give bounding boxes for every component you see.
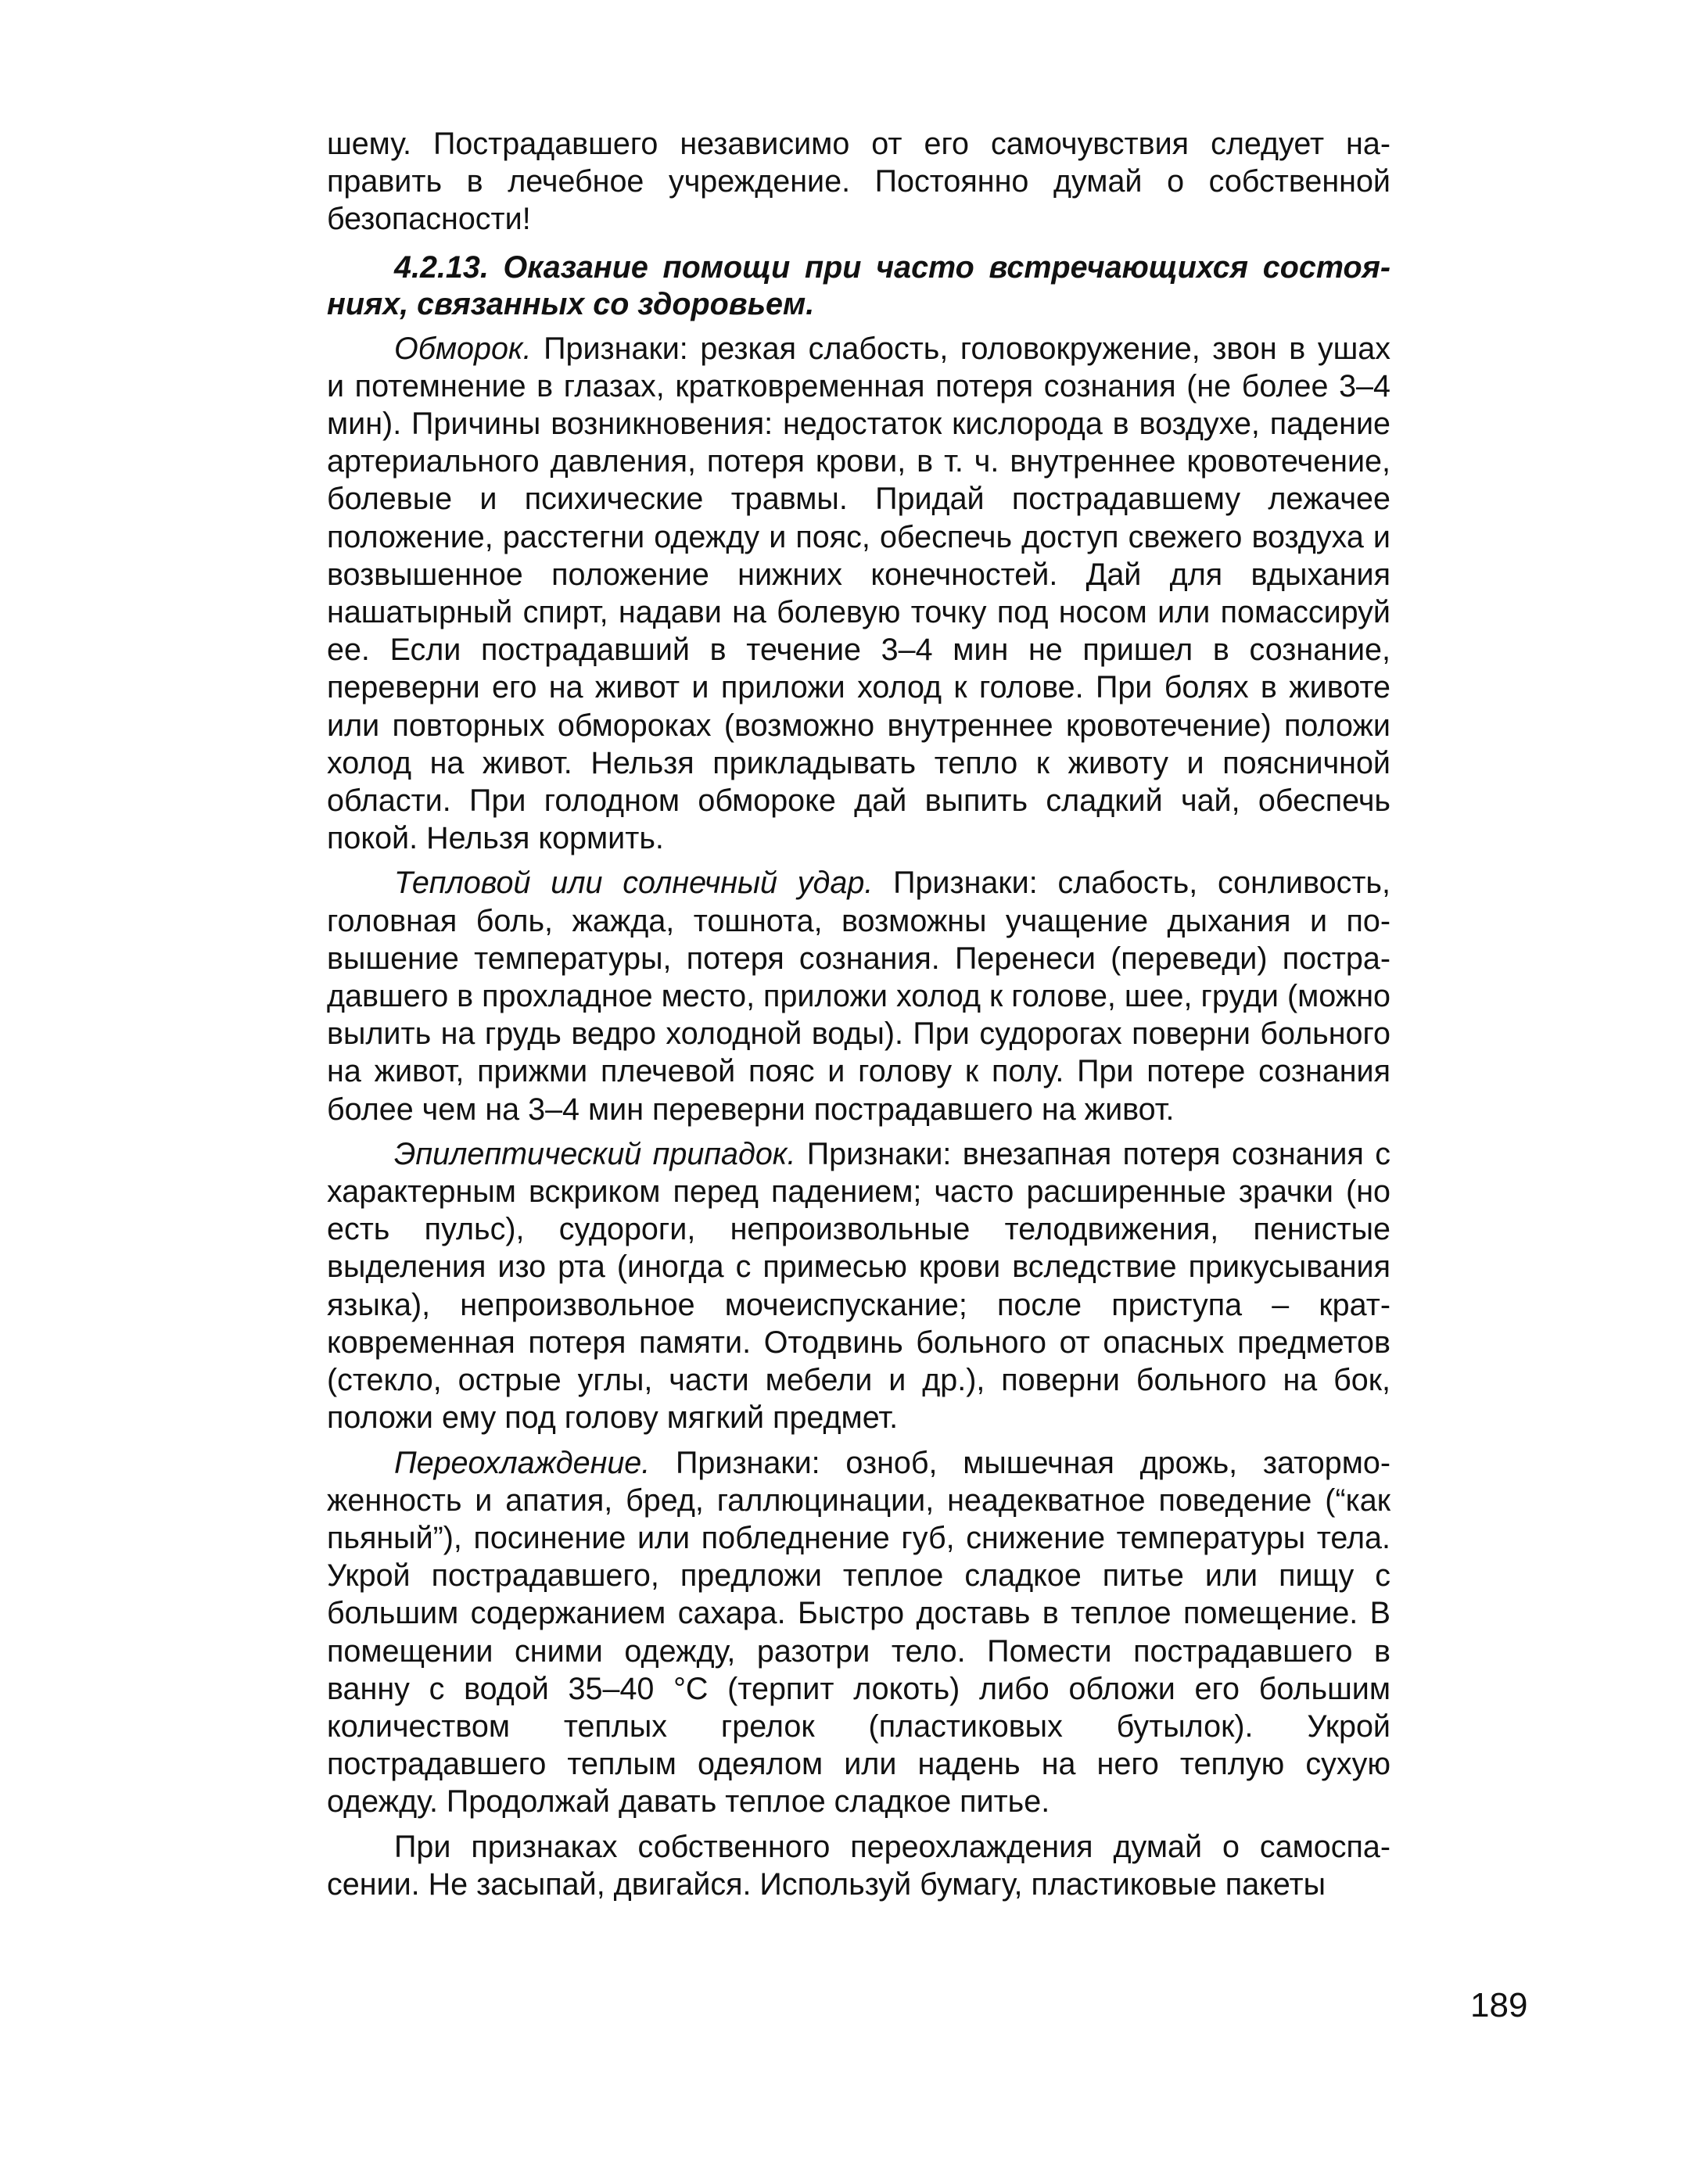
paragraph-lead: Тепловой или солнечный удар. [394,866,874,901]
paragraph-text: Признаки: резкая слабость, головокружение, звон в ушах и потемнение в глазах, кратковременная потеря сознания (не более 3–4 мин). Причины возникновения: недостаток кислорода в воздухе, падение артериального давления, потеря крови, в т. ч. внутреннее кровотечение, болевые и психические травмы. Придай пострадавшему лежачее положение, расстегни одежду и пояс, обеспечь доступ свежего воздуха и возвышенное положение нижних конечностей. Дай для вдыхания нашатырный спирт, надави на болевую точку под носом или помассируй ее. Если пострадавший в течение 3–4 мин не пришел в сознание, переверни его на живот и приложи холод к голове. При болях в животе или повторных обмороках (возможно внутреннее кровотечение) положи холод на живот. Нельзя прикладывать тепло к животу и поясничной области. При голодном обмороке дай выпить сладкий чай, обеспечь покой. Нельзя кормить. [327,331,1390,856]
paragraph-lead: Эпилептический припадок. [394,1136,796,1171]
paragraph-text: При признаках собственного переохлаждения думай о самоспасении. Не засыпай, двигайся. Используй бумагу, пластиковые пакеты [327,1829,1390,1902]
paragraph-epileptic-seizure [327,1135,1390,1437]
paragraph-heatstroke [327,864,1390,1128]
paragraph-lead: Переохлаждение. [394,1445,651,1480]
paragraph-self-hypothermia [327,1828,1390,1903]
paragraph-lead: Обморок. [394,331,532,366]
section-heading: 4.2.13. Оказание помощи при часто встречающихся состояниях, связанных со здоровьем. [327,249,1390,321]
page-number: 189 [1470,1986,1528,2024]
paragraph-hypothermia [327,1444,1390,1821]
paragraph-text: Признаки: внезапная потеря сознания с характерным вскриком перед падением; часто расширенные зрачки (но есть пульс), судороги, непроизвольные телодвижения, пенистые выделения изо рта (иногда с примесью крови вследствие прикусывания языка), непроизвольное мочеиспускание; после приступа – кратковременная потеря памяти. Отодвинь больного от опасных предметов (стекло, острые углы, части мебели и др.), поверни больного на бок, положи ему под голову мягкий предмет. [327,1136,1390,1436]
intro-paragraph: шему. Пострадавшего независимо от его самочувствия следует направить в лечебное учреждение. Постоянно думай о собственной безопасности! [327,127,1390,237]
page-body [327,125,1390,1903]
paragraph-text: Признаки: слабость, сонливость, головная боль, жажда, тошнота, возможны учащение дыхания и повышение температуры, потеря сознания. Перенеси (переведи) пострадавшего в прохладное место, приложи холод к голове, шее, груди (можно вылить на грудь ведро холодной воды). При судорогах поверни больного на живот, прижми плечевой пояс и голову к полу. При потере сознания более чем на 3–4 мин переверни пострадавшего на живот. [327,866,1390,1127]
paragraph-text: Признаки: озноб, мышечная дрожь, заторможенность и апатия, бред, галлюцинации, неадекватное поведение (“как пьяный”), посинение или побледнение губ, снижение температуры тела. Укрой пострадавшего, предложи теплое сладкое питье или пищу с большим содержанием сахара. Быстро доставь в теплое помещение. В помещении сними одежду, разотри тело. Помести пострадавшего в ванну с водой 35–40 °С (терпит локоть) либо обложи его большим количеством теплых грелок (пластиковых бутылок). Укрой пострадавшего теплым одеялом или надень на него теплую сухую одежду. Продолжай давать теплое сладкое питье. [327,1445,1390,1820]
paragraph-fainting [327,330,1390,858]
